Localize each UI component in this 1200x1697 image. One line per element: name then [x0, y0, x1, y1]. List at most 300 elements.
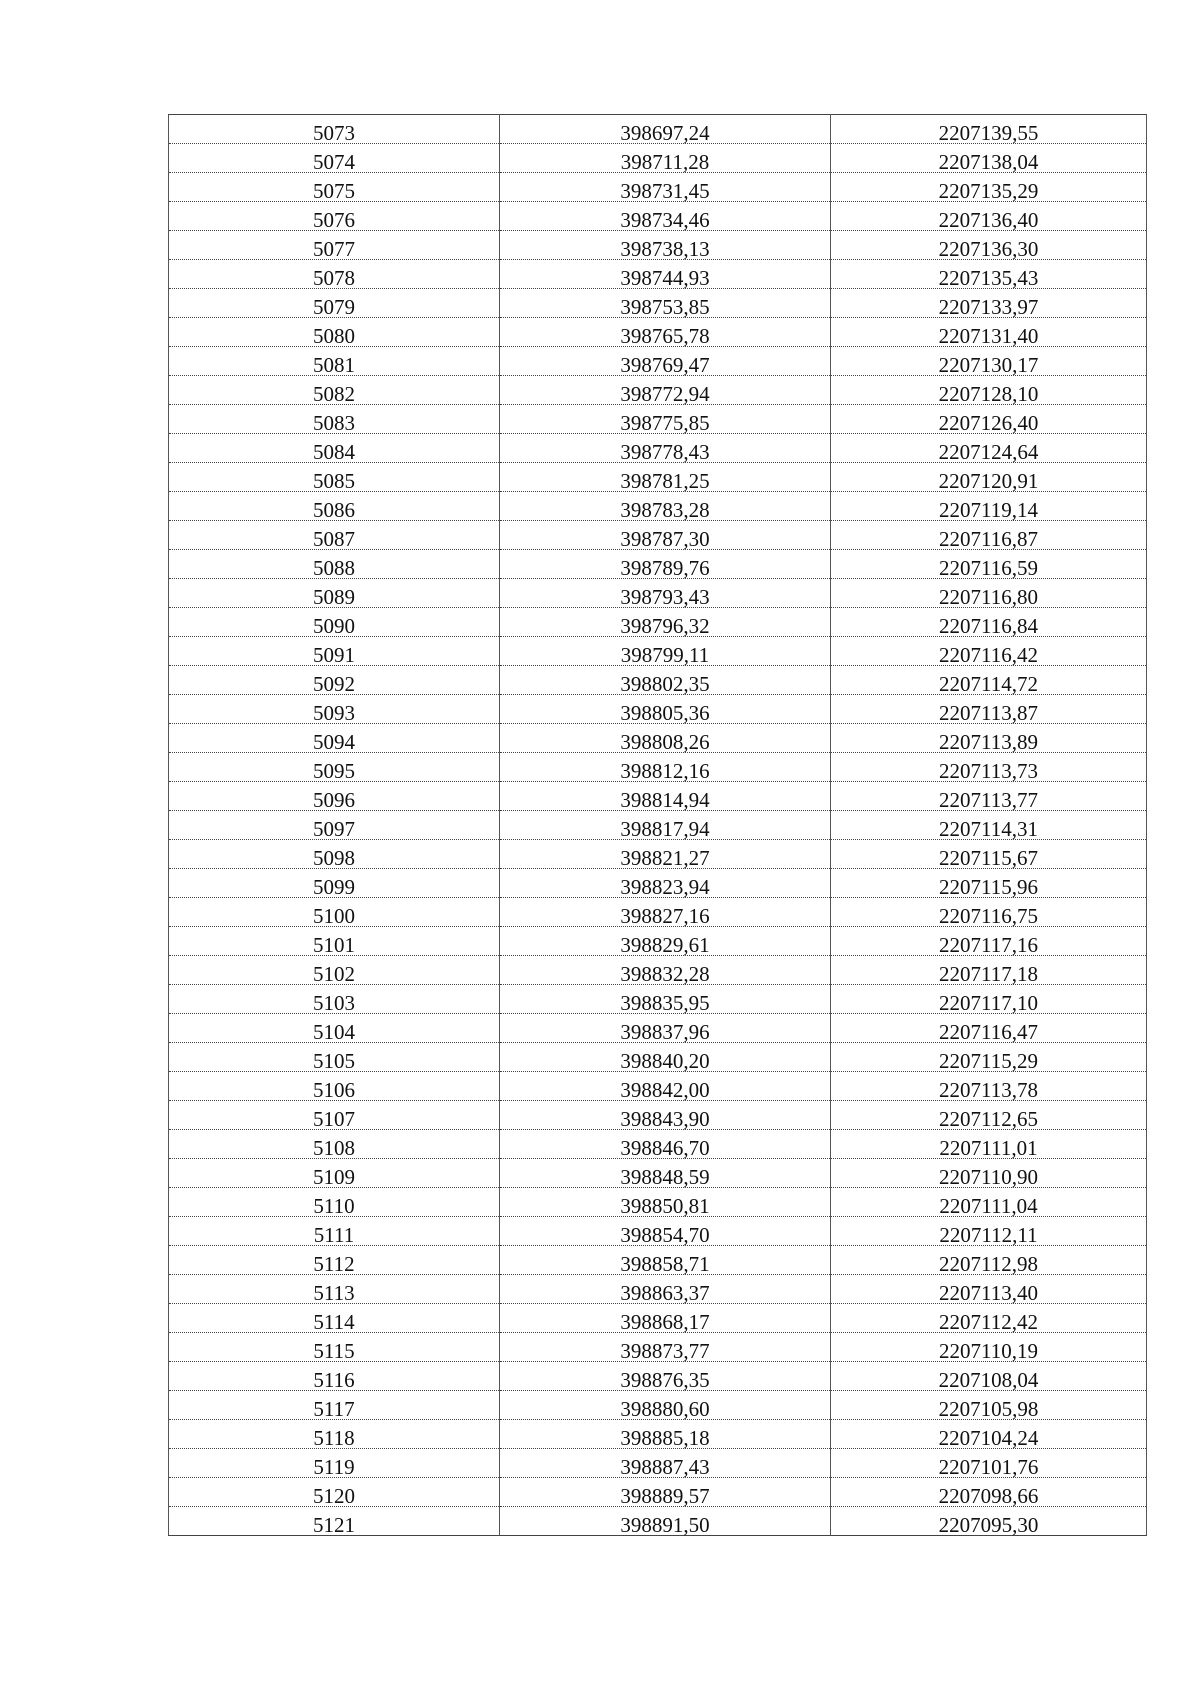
x-coordinate-cell	[500, 144, 831, 173]
point-number-cell	[169, 1101, 500, 1130]
cell-text: 398697,24	[620, 121, 710, 145]
y-coordinate-cell	[831, 144, 1147, 173]
cell-text: 398778,43	[620, 440, 710, 464]
y-coordinate-cell	[831, 289, 1147, 318]
cell-text: 2207111,04	[939, 1194, 1038, 1218]
cell-text: 398817,94	[620, 817, 710, 841]
cell-text: 5103	[313, 991, 355, 1015]
x-coordinate-cell	[500, 463, 831, 492]
table-row	[169, 173, 1147, 202]
x-coordinate-cell	[500, 753, 831, 782]
cell-text: 2207115,96	[939, 875, 1038, 899]
x-coordinate-cell	[500, 1159, 831, 1188]
cell-text: 398846,70	[620, 1136, 710, 1160]
coordinates-table-body	[169, 115, 1147, 1536]
cell-text: 2207113,40	[939, 1281, 1038, 1305]
cell-text: 5102	[313, 962, 355, 986]
cell-text: 5119	[313, 1455, 355, 1479]
x-coordinate-cell	[500, 869, 831, 898]
cell-text: 2207113,89	[939, 730, 1038, 754]
cell-text: 2207117,10	[939, 991, 1038, 1015]
cell-text: 398829,61	[620, 933, 710, 957]
point-number-cell	[169, 1130, 500, 1159]
point-number-cell	[169, 289, 500, 318]
x-coordinate-cell	[500, 1072, 831, 1101]
table-row	[169, 1275, 1147, 1304]
point-number-cell	[169, 463, 500, 492]
point-number-cell	[169, 782, 500, 811]
table-row	[169, 1304, 1147, 1333]
cell-text: 2207108,04	[938, 1368, 1039, 1392]
cell-text: 398827,16	[620, 904, 710, 928]
cell-text: 5120	[313, 1484, 355, 1508]
cell-text: 398840,20	[620, 1049, 710, 1073]
cell-text: 5085	[313, 469, 355, 493]
table-row	[169, 898, 1147, 927]
y-coordinate-cell	[831, 1188, 1147, 1217]
table-row	[169, 376, 1147, 405]
x-coordinate-cell	[500, 1507, 831, 1536]
table-row	[169, 927, 1147, 956]
y-coordinate-cell	[831, 173, 1147, 202]
table-row	[169, 144, 1147, 173]
table-row	[169, 463, 1147, 492]
cell-text: 2207116,80	[939, 585, 1038, 609]
table-row	[169, 1391, 1147, 1420]
cell-text: 5092	[313, 672, 355, 696]
cell-text: 5107	[313, 1107, 355, 1131]
cell-text: 2207110,19	[939, 1339, 1038, 1363]
point-number-cell	[169, 1449, 500, 1478]
table-row	[169, 695, 1147, 724]
cell-text: 398812,16	[620, 759, 710, 783]
x-coordinate-cell	[500, 1217, 831, 1246]
y-coordinate-cell	[831, 695, 1147, 724]
cell-text: 5121	[313, 1513, 355, 1537]
y-coordinate-cell	[831, 898, 1147, 927]
y-coordinate-cell	[831, 1333, 1147, 1362]
x-coordinate-cell	[500, 1246, 831, 1275]
cell-text: 398799,11	[620, 643, 710, 667]
point-number-cell	[169, 260, 500, 289]
cell-text: 398805,36	[620, 701, 710, 725]
point-number-cell	[169, 637, 500, 666]
x-coordinate-cell	[500, 405, 831, 434]
cell-text: 2207095,30	[938, 1513, 1039, 1537]
cell-text: 2207113,73	[939, 759, 1038, 783]
cell-text: 2207116,87	[939, 527, 1038, 551]
cell-text: 2207138,04	[938, 150, 1039, 174]
y-coordinate-cell	[831, 1391, 1147, 1420]
cell-text: 398842,00	[620, 1078, 710, 1102]
point-number-cell	[169, 1333, 500, 1362]
cell-text: 2207116,42	[939, 643, 1038, 667]
point-number-cell	[169, 1420, 500, 1449]
y-coordinate-cell	[831, 1449, 1147, 1478]
cell-text: 2207111,01	[939, 1136, 1038, 1160]
cell-text: 398802,35	[620, 672, 710, 696]
cell-text: 398891,50	[620, 1513, 710, 1537]
cell-text: 5113	[313, 1281, 355, 1305]
cell-text: 398808,26	[620, 730, 710, 754]
y-coordinate-cell	[831, 782, 1147, 811]
point-number-cell	[169, 956, 500, 985]
table-row	[169, 318, 1147, 347]
cell-text: 398731,45	[620, 179, 710, 203]
cell-text: 2207113,78	[939, 1078, 1038, 1102]
x-coordinate-cell	[500, 1275, 831, 1304]
cell-text: 2207136,40	[938, 208, 1039, 232]
table-row	[169, 666, 1147, 695]
point-number-cell	[169, 927, 500, 956]
cell-text: 2207126,40	[938, 411, 1039, 435]
table-row	[169, 521, 1147, 550]
x-coordinate-cell	[500, 695, 831, 724]
cell-text: 5104	[313, 1020, 355, 1044]
x-coordinate-cell	[500, 347, 831, 376]
table-row	[169, 637, 1147, 666]
point-number-cell	[169, 376, 500, 405]
cell-text: 5094	[313, 730, 355, 754]
point-number-cell	[169, 811, 500, 840]
cell-text: 5084	[313, 440, 355, 464]
cell-text: 398868,17	[620, 1310, 710, 1334]
x-coordinate-cell	[500, 550, 831, 579]
y-coordinate-cell	[831, 608, 1147, 637]
table-row	[169, 1188, 1147, 1217]
x-coordinate-cell	[500, 173, 831, 202]
cell-text: 5073	[313, 121, 355, 145]
cell-text: 398858,71	[620, 1252, 710, 1276]
point-number-cell	[169, 115, 500, 144]
point-number-cell	[169, 550, 500, 579]
cell-text: 5083	[313, 411, 355, 435]
x-coordinate-cell	[500, 985, 831, 1014]
table-row	[169, 869, 1147, 898]
point-number-cell	[169, 1159, 500, 1188]
y-coordinate-cell	[831, 492, 1147, 521]
cell-text: 398821,27	[620, 846, 710, 870]
cell-text: 398711,28	[620, 150, 710, 174]
cell-text: 5088	[313, 556, 355, 580]
y-coordinate-cell	[831, 1420, 1147, 1449]
cell-text: 2207139,55	[938, 121, 1039, 145]
point-number-cell	[169, 1507, 500, 1536]
cell-text: 5101	[313, 933, 355, 957]
point-number-cell	[169, 1478, 500, 1507]
point-number-cell	[169, 1014, 500, 1043]
cell-text: 5110	[313, 1194, 355, 1218]
point-number-cell	[169, 405, 500, 434]
table-row	[169, 115, 1147, 144]
cell-text: 5095	[313, 759, 355, 783]
table-row	[169, 260, 1147, 289]
cell-text: 2207114,31	[939, 817, 1038, 841]
table-row	[169, 1246, 1147, 1275]
cell-text: 2207117,16	[939, 933, 1038, 957]
point-number-cell	[169, 1391, 500, 1420]
cell-text: 5118	[313, 1426, 355, 1450]
point-number-cell	[169, 1072, 500, 1101]
cell-text: 398734,46	[620, 208, 710, 232]
cell-text: 398843,90	[620, 1107, 710, 1131]
cell-text: 5116	[313, 1368, 355, 1392]
cell-text: 398769,47	[620, 353, 710, 377]
cell-text: 2207110,90	[939, 1165, 1038, 1189]
table-row	[169, 347, 1147, 376]
table-row	[169, 579, 1147, 608]
x-coordinate-cell	[500, 1362, 831, 1391]
y-coordinate-cell	[831, 405, 1147, 434]
point-number-cell	[169, 173, 500, 202]
y-coordinate-cell	[831, 1217, 1147, 1246]
cell-text: 5087	[313, 527, 355, 551]
cell-text: 2207131,40	[938, 324, 1039, 348]
cell-text: 2207120,91	[938, 469, 1039, 493]
cell-text: 5078	[313, 266, 355, 290]
point-number-cell	[169, 869, 500, 898]
table-row	[169, 1101, 1147, 1130]
x-coordinate-cell	[500, 1333, 831, 1362]
x-coordinate-cell	[500, 608, 831, 637]
y-coordinate-cell	[831, 1101, 1147, 1130]
point-number-cell	[169, 695, 500, 724]
x-coordinate-cell	[500, 579, 831, 608]
y-coordinate-cell	[831, 840, 1147, 869]
x-coordinate-cell	[500, 289, 831, 318]
y-coordinate-cell	[831, 1072, 1147, 1101]
cell-text: 5097	[313, 817, 355, 841]
cell-text: 398796,32	[620, 614, 710, 638]
x-coordinate-cell	[500, 260, 831, 289]
x-coordinate-cell	[500, 1188, 831, 1217]
table-row	[169, 1217, 1147, 1246]
x-coordinate-cell	[500, 956, 831, 985]
cell-text: 398789,76	[620, 556, 710, 580]
x-coordinate-cell	[500, 666, 831, 695]
table-row	[169, 782, 1147, 811]
y-coordinate-cell	[831, 1275, 1147, 1304]
cell-text: 5100	[313, 904, 355, 928]
x-coordinate-cell	[500, 637, 831, 666]
y-coordinate-cell	[831, 956, 1147, 985]
cell-text: 398823,94	[620, 875, 710, 899]
y-coordinate-cell	[831, 115, 1147, 144]
cell-text: 2207128,10	[938, 382, 1039, 406]
y-coordinate-cell	[831, 579, 1147, 608]
cell-text: 398889,57	[620, 1484, 710, 1508]
cell-text: 5117	[313, 1397, 355, 1421]
table-row	[169, 1362, 1147, 1391]
table-row	[169, 492, 1147, 521]
x-coordinate-cell	[500, 840, 831, 869]
table-row	[169, 753, 1147, 782]
x-coordinate-cell	[500, 1391, 831, 1420]
x-coordinate-cell	[500, 318, 831, 347]
cell-text: 2207098,66	[938, 1484, 1039, 1508]
cell-text: 398876,35	[620, 1368, 710, 1392]
cell-text: 2207112,42	[939, 1310, 1038, 1334]
y-coordinate-cell	[831, 202, 1147, 231]
x-coordinate-cell	[500, 521, 831, 550]
y-coordinate-cell	[831, 1478, 1147, 1507]
x-coordinate-cell	[500, 1101, 831, 1130]
table-row	[169, 724, 1147, 753]
point-number-cell	[169, 347, 500, 376]
y-coordinate-cell	[831, 318, 1147, 347]
cell-text: 398848,59	[620, 1165, 710, 1189]
y-coordinate-cell	[831, 985, 1147, 1014]
table-row	[169, 985, 1147, 1014]
cell-text: 5112	[313, 1252, 355, 1276]
cell-text: 2207112,98	[939, 1252, 1038, 1276]
table-row	[169, 1072, 1147, 1101]
x-coordinate-cell	[500, 898, 831, 927]
cell-text: 2207117,18	[939, 962, 1038, 986]
point-number-cell	[169, 724, 500, 753]
table-row	[169, 1130, 1147, 1159]
cell-text: 2207115,67	[939, 846, 1038, 870]
table-row	[169, 202, 1147, 231]
x-coordinate-cell	[500, 811, 831, 840]
y-coordinate-cell	[831, 550, 1147, 579]
table-row	[169, 1159, 1147, 1188]
point-number-cell	[169, 666, 500, 695]
table-row	[169, 608, 1147, 637]
cell-text: 5074	[313, 150, 355, 174]
point-number-cell	[169, 1304, 500, 1333]
y-coordinate-cell	[831, 521, 1147, 550]
cell-text: 5106	[313, 1078, 355, 1102]
cell-text: 2207113,77	[939, 788, 1038, 812]
cell-text: 2207112,65	[939, 1107, 1038, 1131]
table-row	[169, 1478, 1147, 1507]
point-number-cell	[169, 840, 500, 869]
point-number-cell	[169, 434, 500, 463]
cell-text: 5111	[313, 1223, 355, 1247]
point-number-cell	[169, 985, 500, 1014]
cell-text: 398781,25	[620, 469, 710, 493]
y-coordinate-cell	[831, 1362, 1147, 1391]
cell-text: 2207113,87	[939, 701, 1038, 725]
x-coordinate-cell	[500, 1304, 831, 1333]
cell-text: 2207115,29	[939, 1049, 1038, 1073]
y-coordinate-cell	[831, 1130, 1147, 1159]
y-coordinate-cell	[831, 347, 1147, 376]
cell-text: 2207135,43	[938, 266, 1039, 290]
cell-text: 5099	[313, 875, 355, 899]
x-coordinate-cell	[500, 434, 831, 463]
x-coordinate-cell	[500, 1130, 831, 1159]
cell-text: 398738,13	[620, 237, 710, 261]
x-coordinate-cell	[500, 492, 831, 521]
cell-text: 5086	[313, 498, 355, 522]
cell-text: 5105	[313, 1049, 355, 1073]
point-number-cell	[169, 1043, 500, 1072]
x-coordinate-cell	[500, 782, 831, 811]
table-row	[169, 550, 1147, 579]
cell-text: 398814,94	[620, 788, 710, 812]
cell-text: 2207101,76	[938, 1455, 1039, 1479]
point-number-cell	[169, 608, 500, 637]
point-number-cell	[169, 579, 500, 608]
point-number-cell	[169, 521, 500, 550]
cell-text: 5108	[313, 1136, 355, 1160]
y-coordinate-cell	[831, 1159, 1147, 1188]
y-coordinate-cell	[831, 927, 1147, 956]
cell-text: 2207112,11	[939, 1223, 1038, 1247]
point-number-cell	[169, 1246, 500, 1275]
cell-text: 5109	[313, 1165, 355, 1189]
y-coordinate-cell	[831, 260, 1147, 289]
cell-text: 5091	[313, 643, 355, 667]
cell-text: 2207116,47	[939, 1020, 1038, 1044]
y-coordinate-cell	[831, 434, 1147, 463]
point-number-cell	[169, 1188, 500, 1217]
table-row	[169, 289, 1147, 318]
coordinates-table	[168, 114, 1147, 1536]
cell-text: 5098	[313, 846, 355, 870]
point-number-cell	[169, 1275, 500, 1304]
y-coordinate-cell	[831, 811, 1147, 840]
y-coordinate-cell	[831, 463, 1147, 492]
cell-text: 398885,18	[620, 1426, 710, 1450]
table-row	[169, 405, 1147, 434]
cell-text: 5096	[313, 788, 355, 812]
x-coordinate-cell	[500, 376, 831, 405]
y-coordinate-cell	[831, 724, 1147, 753]
cell-text: 5082	[313, 382, 355, 406]
table-row	[169, 1014, 1147, 1043]
cell-text: 398880,60	[620, 1397, 710, 1421]
cell-text: 2207104,24	[938, 1426, 1039, 1450]
cell-text: 2207116,75	[939, 904, 1038, 928]
cell-text: 398837,96	[620, 1020, 710, 1044]
x-coordinate-cell	[500, 1478, 831, 1507]
cell-text: 398772,94	[620, 382, 710, 406]
table-row	[169, 1333, 1147, 1362]
point-number-cell	[169, 1362, 500, 1391]
y-coordinate-cell	[831, 1304, 1147, 1333]
cell-text: 398775,85	[620, 411, 710, 435]
cell-text: 398744,93	[620, 266, 710, 290]
cell-text: 398787,30	[620, 527, 710, 551]
cell-text: 2207119,14	[939, 498, 1038, 522]
point-number-cell	[169, 492, 500, 521]
x-coordinate-cell	[500, 1420, 831, 1449]
cell-text: 398863,37	[620, 1281, 710, 1305]
table-row	[169, 1507, 1147, 1536]
point-number-cell	[169, 1217, 500, 1246]
cell-text: 5076	[313, 208, 355, 232]
table-row	[169, 1449, 1147, 1478]
cell-text: 5089	[313, 585, 355, 609]
cell-text: 2207105,98	[938, 1397, 1039, 1421]
table-row	[169, 1420, 1147, 1449]
table-row	[169, 840, 1147, 869]
table-row	[169, 956, 1147, 985]
cell-text: 2207114,72	[939, 672, 1038, 696]
point-number-cell	[169, 753, 500, 782]
cell-text: 398873,77	[620, 1339, 710, 1363]
y-coordinate-cell	[831, 1507, 1147, 1536]
cell-text: 5079	[313, 295, 355, 319]
cell-text: 398854,70	[620, 1223, 710, 1247]
cell-text: 2207130,17	[938, 353, 1039, 377]
x-coordinate-cell	[500, 115, 831, 144]
cell-text: 5081	[313, 353, 355, 377]
cell-text: 5077	[313, 237, 355, 261]
